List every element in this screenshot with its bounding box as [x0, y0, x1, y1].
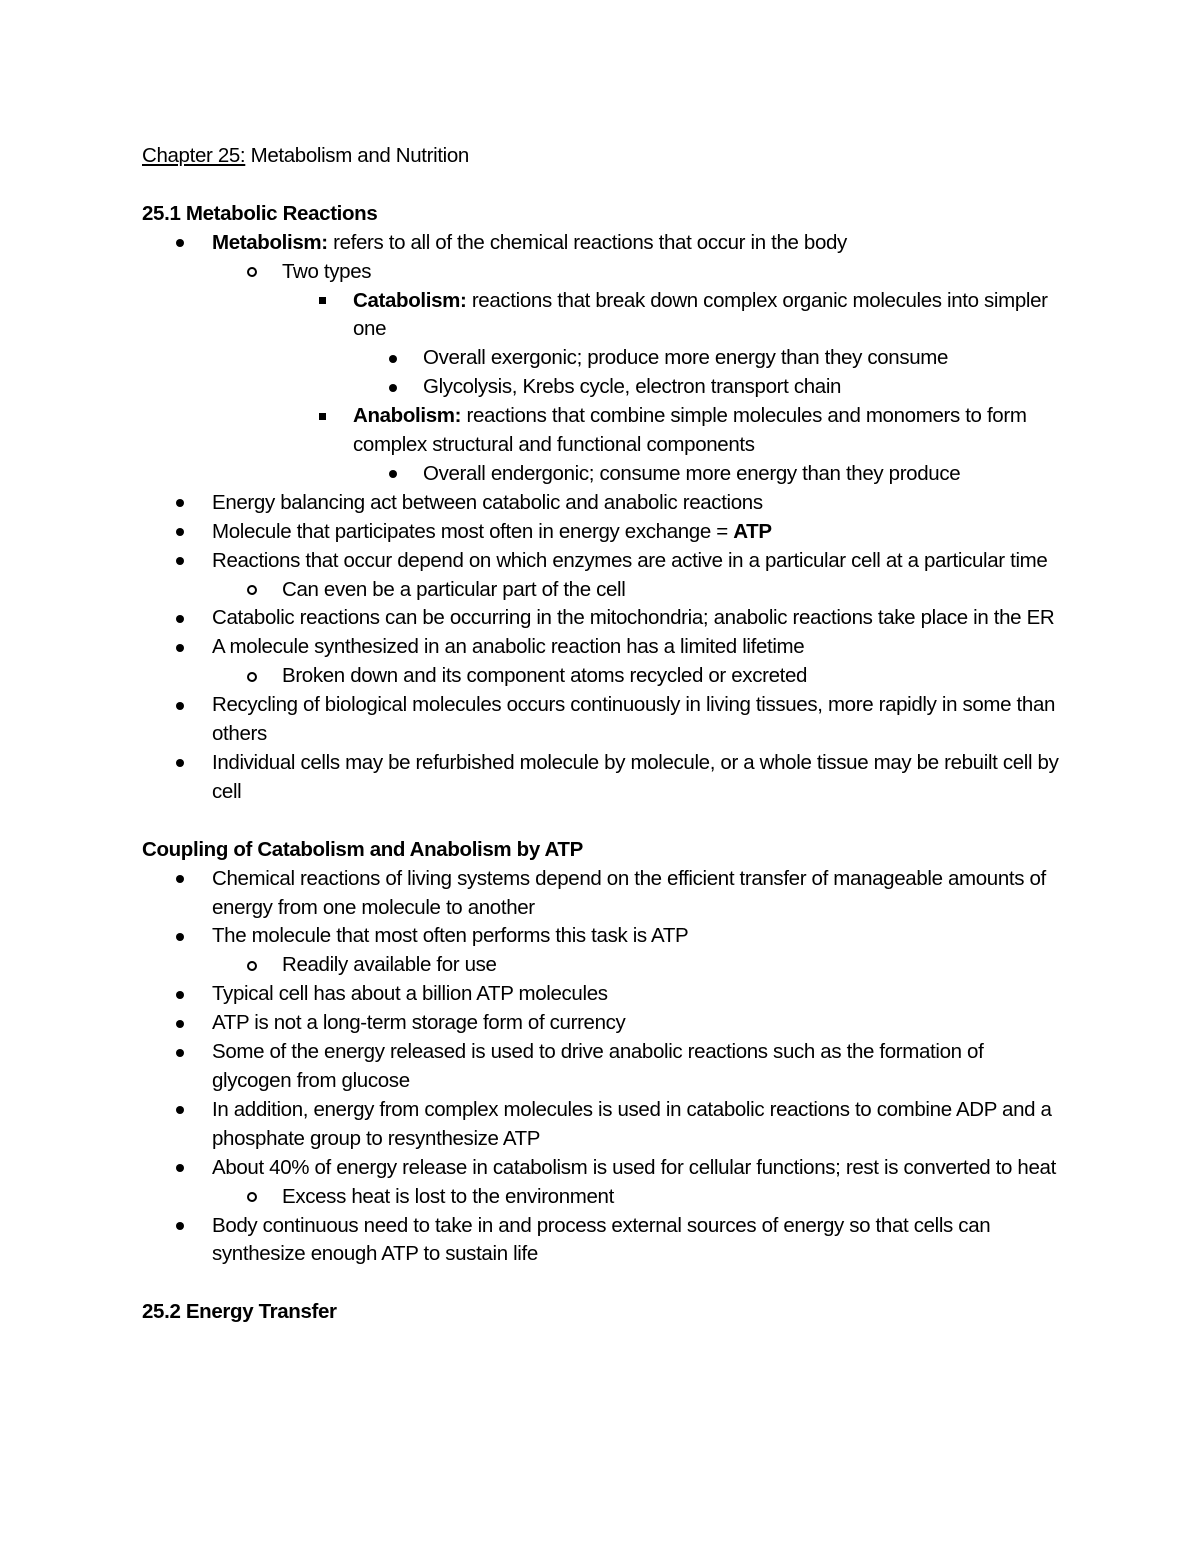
list-item — [142, 373, 1062, 402]
catabolism-detail-examples: Glycolysis, Krebs cycle, electron transport chain — [423, 375, 842, 399]
coupling-item-7: About 40% of energy release in catabolism is used for cellular functions; rest is converted to heat — [212, 1155, 1056, 1179]
list-item — [142, 922, 1062, 951]
list-item — [142, 951, 1062, 980]
chapter-name: Metabolism and Nutrition — [245, 144, 469, 167]
definition-metabolism: refers to all of the chemical reactions that occur in the body — [327, 230, 847, 254]
section-heading-coupling: Coupling of Catabolism and Anabolism by ATP — [142, 837, 583, 861]
list-item — [142, 980, 1062, 1009]
definition-catabolism: reactions that break down complex organic molecules into simpler one — [353, 288, 1048, 341]
document-page — [142, 142, 1062, 1327]
bullet-dot-icon — [172, 691, 188, 720]
two-types-text: Two types — [282, 259, 372, 283]
bullet-dot-icon — [385, 460, 401, 489]
chapter-label: Chapter 25: — [142, 144, 246, 167]
bullet-dot-icon — [385, 373, 401, 402]
enzyme-dependence-text: Reactions that occur depend on which enzymes are active in a particular cell at a particular time — [212, 548, 1048, 572]
energy-balance-text: Energy balancing act between catabolic and anabolic reactions — [212, 490, 763, 514]
section-heading-metabolic-reactions: 25.1 Metabolic Reactions — [142, 201, 378, 225]
section1-list — [142, 229, 1062, 807]
reaction-location-text: Catabolic reactions can be occurring in the mitochondria; anabolic reactions take place in the ER — [212, 606, 1055, 630]
anabolism-detail-endergonic: Overall endergonic; consume more energy than they produce — [423, 461, 961, 485]
coupling-item-1: Chemical reactions of living systems depend on the efficient transfer of manageable amounts of energy from one molecule to another — [212, 866, 1046, 919]
refurbished-text: Individual cells may be refurbished molecule by molecule, or a whole tissue may be rebuilt cell by cell — [212, 751, 1059, 803]
bullet-ring-icon — [244, 662, 260, 691]
list-item — [142, 229, 1062, 258]
bullet-dot-icon — [172, 229, 188, 258]
coupling-item-3: Typical cell has about a billion ATP molecules — [212, 982, 608, 1006]
spacer — [142, 807, 1062, 836]
list-item — [142, 402, 1062, 460]
bullet-ring-icon — [244, 576, 260, 605]
list-item — [142, 287, 1062, 345]
coupling-item-6: In addition, energy from complex molecules is used in catabolic reactions to combine ADP and a phosphate group to resynthesize ATP — [212, 1097, 1052, 1150]
list-item — [142, 633, 1062, 662]
list-item — [142, 662, 1062, 691]
coupling-item-4: ATP is not a long-term storage form of currency — [212, 1011, 626, 1035]
list-item — [142, 1183, 1062, 1212]
coupling-item-2-sub: Readily available for use — [282, 953, 497, 977]
bullet-square-icon — [314, 402, 330, 431]
bullet-dot-icon — [172, 518, 188, 547]
bullet-dot-icon — [172, 489, 188, 518]
list-item — [142, 460, 1062, 489]
list-item — [142, 1154, 1062, 1183]
section-heading-energy-transfer: 25.2 Energy Transfer — [142, 1300, 337, 1324]
coupling-item-7-sub: Excess heat is lost to the environment — [282, 1184, 614, 1208]
recycling-text: Recycling of biological molecules occurs continuously in living tissues, more rapidly in some than others — [212, 693, 1056, 746]
bullet-dot-icon — [172, 1038, 188, 1067]
definition-anabolism: reactions that combine simple molecules and monomers to form complex structural and functional components — [353, 404, 1027, 457]
bullet-dot-icon — [172, 604, 188, 633]
bullet-dot-icon — [172, 633, 188, 662]
list-item — [142, 1009, 1062, 1038]
list-item — [142, 344, 1062, 373]
list-item — [142, 1096, 1062, 1154]
bullet-ring-icon — [244, 951, 260, 980]
bullet-ring-icon — [244, 258, 260, 287]
list-item — [142, 691, 1062, 749]
bullet-square-icon — [314, 287, 330, 316]
bullet-dot-icon — [172, 1009, 188, 1038]
bullet-dot-icon — [172, 1096, 188, 1125]
list-item — [142, 576, 1062, 605]
term-catabolism: Catabolism: — [353, 288, 467, 312]
coupling-item-8: Body continuous need to take in and process external sources of energy so that cells can synthesize enough ATP to sustain life — [212, 1213, 991, 1266]
list-item — [142, 258, 1062, 287]
bullet-dot-icon — [172, 980, 188, 1009]
list-item — [142, 518, 1062, 547]
list-item — [142, 604, 1062, 633]
coupling-item-2: The molecule that most often performs this task is ATP — [212, 924, 689, 948]
list-item — [142, 749, 1062, 807]
bullet-dot-icon — [385, 344, 401, 373]
bullet-dot-icon — [172, 1154, 188, 1183]
list-item — [142, 1038, 1062, 1096]
cell-part-text: Can even be a particular part of the cell — [282, 577, 626, 601]
limited-lifetime-text: A molecule synthesized in an anabolic reaction has a limited lifetime — [212, 635, 805, 659]
term-metabolism: Metabolism: — [212, 230, 328, 254]
term-anabolism: Anabolism: — [353, 404, 462, 428]
broken-down-text: Broken down and its component atoms recycled or excreted — [282, 664, 808, 688]
bullet-ring-icon — [244, 1183, 260, 1212]
atp-term: ATP — [733, 519, 772, 543]
bullet-dot-icon — [172, 922, 188, 951]
list-item — [142, 489, 1062, 518]
list-item — [142, 1212, 1062, 1270]
bullet-dot-icon — [172, 1212, 188, 1241]
bullet-dot-icon — [172, 547, 188, 576]
section2-list — [142, 865, 1062, 1270]
energy-exchange-text: Molecule that participates most often in energy exchange = — [212, 519, 734, 543]
spacer — [142, 171, 1062, 200]
bullet-dot-icon — [172, 865, 188, 894]
coupling-item-5: Some of the energy released is used to drive anabolic reactions such as the formation of glycogen from glucose — [212, 1040, 984, 1092]
chapter-title — [142, 142, 1062, 171]
catabolism-detail-exergonic: Overall exergonic; produce more energy than they consume — [423, 346, 949, 370]
list-item — [142, 865, 1062, 923]
bullet-dot-icon — [172, 749, 188, 778]
spacer — [142, 1269, 1062, 1298]
list-item — [142, 547, 1062, 576]
